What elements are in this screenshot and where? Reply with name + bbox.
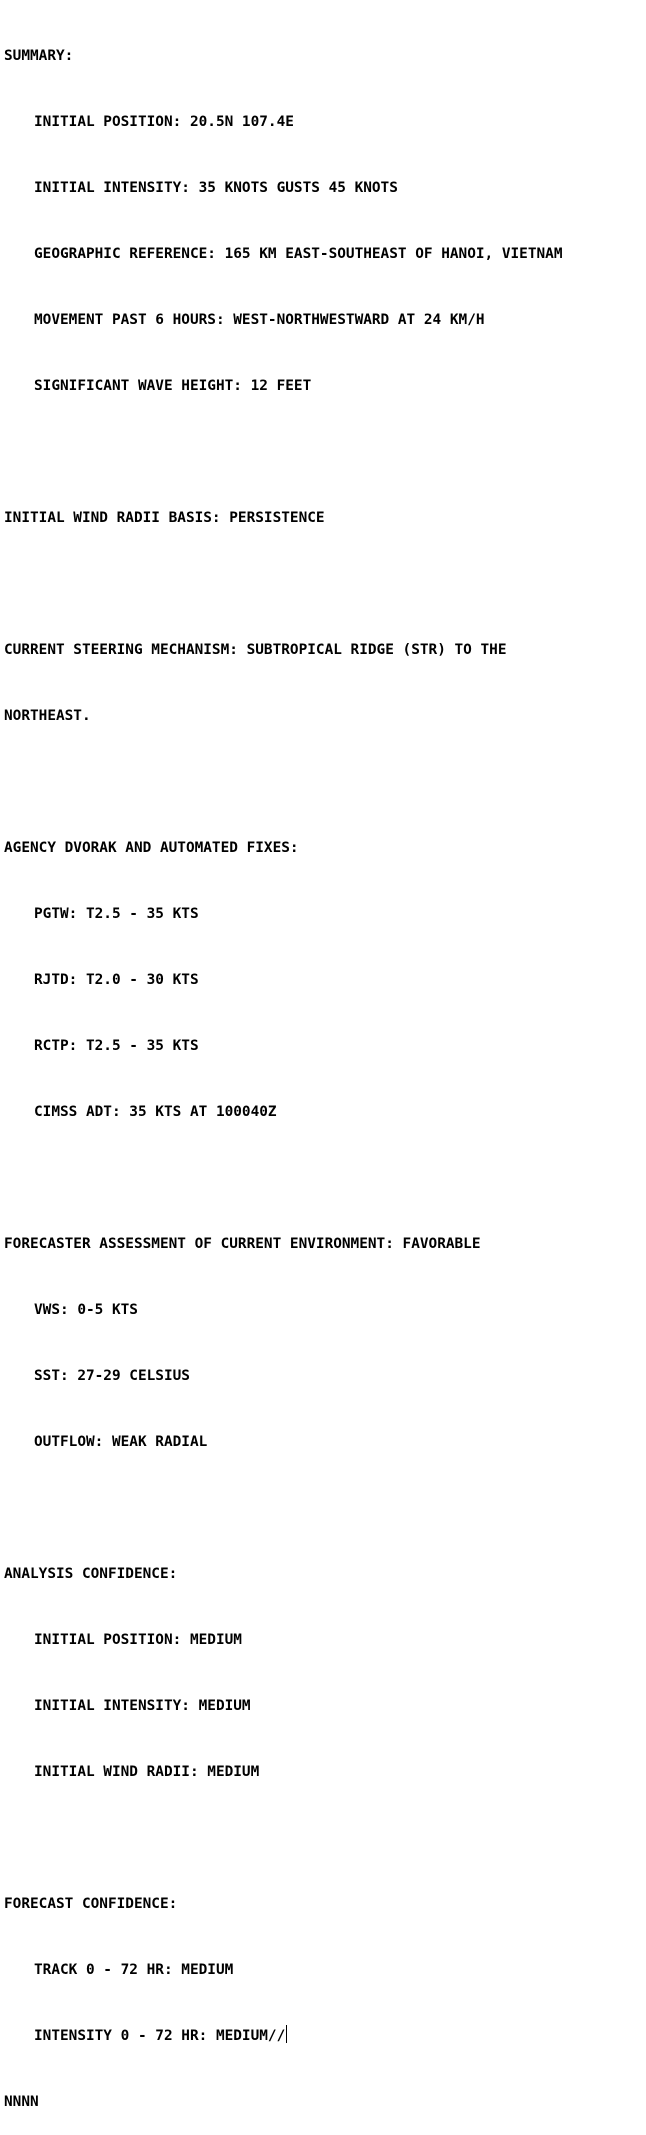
env-vws: VWS: 0-5 KTS <box>34 1302 138 1318</box>
text-cursor <box>286 2025 287 2043</box>
steering-line-2: NORTHEAST. <box>4 708 91 724</box>
summary-heading: SUMMARY: <box>4 48 74 64</box>
fix-rjtd: RJTD: T2.0 - 30 KTS <box>34 972 199 988</box>
blank-line <box>4 1167 563 1189</box>
env-outflow: OUTFLOW: WEAK RADIAL <box>34 1434 208 1450</box>
initial-position: INITIAL POSITION: 20.5N 107.4E <box>34 114 294 130</box>
blank-line <box>4 1497 563 1519</box>
analysis-confidence-heading: ANALYSIS CONFIDENCE: <box>4 1566 178 1582</box>
environment-heading: FORECASTER ASSESSMENT OF CURRENT ENVIRONMENT: FAVORABLE <box>4 1236 481 1252</box>
env-sst: SST: 27-29 CELSIUS <box>34 1368 190 1384</box>
forecast-track: TRACK 0 - 72 HR: MEDIUM <box>34 1962 234 1978</box>
blank-line <box>4 441 563 463</box>
wind-radii-basis: INITIAL WIND RADII BASIS: PERSISTENCE <box>4 510 325 526</box>
end-marker: NNNN <box>4 2094 39 2110</box>
analysis-wind-radii: INITIAL WIND RADII: MEDIUM <box>34 1764 260 1780</box>
geographic-reference: GEOGRAPHIC REFERENCE: 165 KM EAST-SOUTHEAST OF HANOI, VIETNAM <box>34 246 563 262</box>
forecast-intensity: INTENSITY 0 - 72 HR: MEDIUM// <box>34 2028 286 2044</box>
blank-line <box>4 1827 563 1849</box>
fix-pgtw: PGTW: T2.5 - 35 KTS <box>34 906 199 922</box>
movement: MOVEMENT PAST 6 HOURS: WEST-NORTHWESTWARD AT 24 KM/H <box>34 312 485 328</box>
steering-line-1: CURRENT STEERING MECHANISM: SUBTROPICAL RIDGE (STR) TO THE <box>4 642 507 658</box>
fix-rctp: RCTP: T2.5 - 35 KTS <box>34 1038 199 1054</box>
wave-height: SIGNIFICANT WAVE HEIGHT: 12 FEET <box>34 378 312 394</box>
analysis-position: INITIAL POSITION: MEDIUM <box>34 1632 242 1648</box>
fixes-heading: AGENCY DVORAK AND AUTOMATED FIXES: <box>4 840 299 856</box>
fix-cimss-adt: CIMSS ADT: 35 KTS AT 100040Z <box>34 1104 277 1120</box>
forecast-confidence-heading: FORECAST CONFIDENCE: <box>4 1896 178 1912</box>
forecast-intensity-line <box>4 2025 563 2047</box>
initial-intensity: INITIAL INTENSITY: 35 KNOTS GUSTS 45 KNOTS <box>34 180 398 196</box>
blank-line <box>4 771 563 793</box>
blank-line <box>4 573 563 595</box>
analysis-intensity: INITIAL INTENSITY: MEDIUM <box>34 1698 251 1714</box>
bulletin-text[interactable] <box>4 1 563 2135</box>
